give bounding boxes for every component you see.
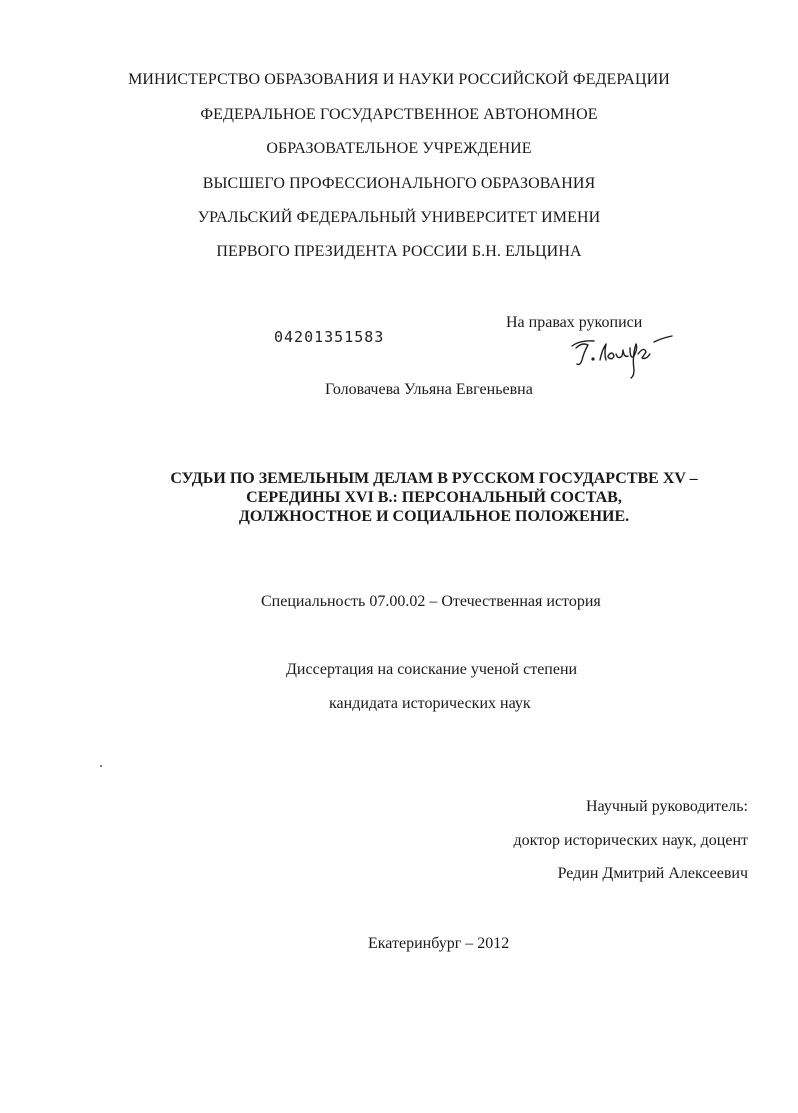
institution-line-1: ФЕДЕРАЛЬНОЕ ГОСУДАРСТВЕННОЕ АВТОНОМНОЕ (200, 106, 598, 123)
supervisor-name: Редин Дмитрий Алексеевич (557, 865, 748, 882)
specialty: Специальность 07.00.02 – Отечественная история (261, 593, 601, 610)
author-name: Головачева Ульяна Евгеньевна (325, 381, 533, 398)
registration-number: 04201351583 (274, 328, 385, 346)
supervisor-label: Научный руководитель: (585, 798, 748, 815)
dissertation-line-2: кандидата исторических наук (329, 695, 531, 712)
title-line-2: СЕРЕДИНЫ XVI В.: ПЕРСОНАЛЬНЫЙ СОСТАВ, (246, 489, 622, 506)
supervisor-degree: доктор исторических наук, доцент (513, 832, 748, 849)
university-line-1: УРАЛЬСКИЙ ФЕДЕРАЛЬНЫЙ УНИВЕРСИТЕТ ИМЕНИ (197, 209, 601, 226)
university-line-2: ПЕРВОГО ПРЕЗИДЕНТА РОССИИ Б.Н. ЕЛЬЦИНА (216, 243, 582, 260)
manuscript-rights: На правах рукописи (506, 314, 643, 331)
dissertation-line-1: Диссертация на соискание ученой степени (286, 661, 578, 678)
title-line-1: СУДЬИ ПО ЗЕМЕЛЬНЫМ ДЕЛАМ В РУССКОМ ГОСУДАРСТВЕ XV – (170, 470, 698, 487)
institution-line-3: ВЫСШЕГО ПРОФЕССИОНАЛЬНОГО ОБРАЗОВАНИЯ (202, 175, 596, 192)
ministry-line: МИНИСТЕРСТВО ОБРАЗОВАНИЯ И НАУКИ РОССИЙСКОЙ ФЕДЕРАЦИИ (128, 71, 670, 88)
signature (568, 326, 678, 382)
title-line-3: ДОЛЖНОСТНОЕ И СОЦИАЛЬНОЕ ПОЛОЖЕНИЕ. (238, 508, 630, 525)
scan-speck (100, 765, 102, 767)
city-year: Екатеринбург – 2012 (368, 935, 510, 952)
institution-line-2: ОБРАЗОВАТЕЛЬНОЕ УЧРЕЖДЕНИЕ (266, 140, 532, 157)
